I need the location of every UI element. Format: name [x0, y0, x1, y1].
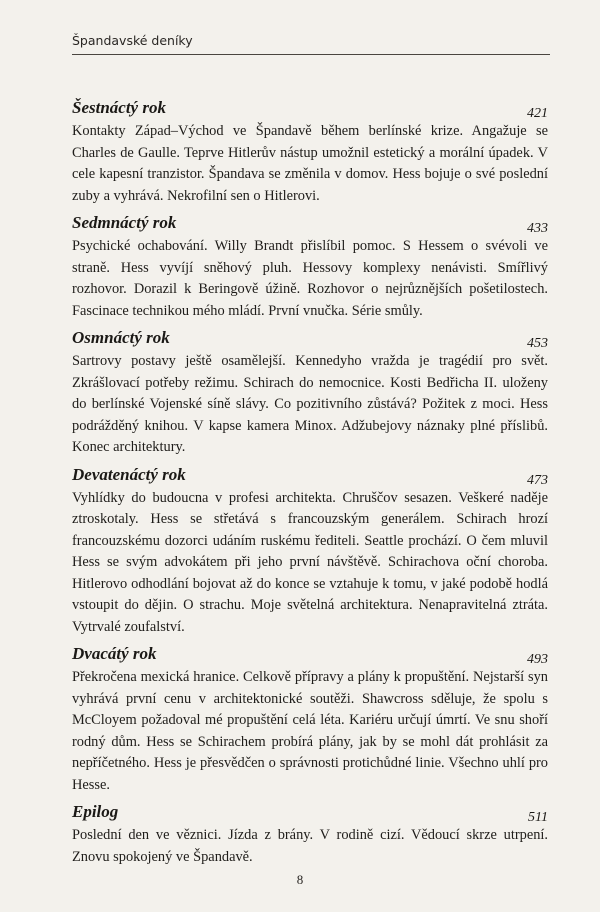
- chapter-title: Sedmnáctý rok: [72, 213, 177, 232]
- chapter-summary: Vyhlídky do budoucna v profesi architekta. Chruščov sesazen. Veškeré naděje ztroskotaly. Hess se střetává s francouzským generálem. Schirach hrozí francouzskému dozorci udáním ruskému řediteli. Seattle prochází. O čem mluvil Hess se svým advokátem při jeho první návštěvě. Schirachova oční choroba. Hitlerovo odhodlání bojovat až do konce se vztahuje k tomu, v jaké podobě hodlá vstoupit do dějin. O strachu. Moje světelná architektura. Nenapravitelná ztráta. Vytrvalé zoufalství.: [72, 489, 548, 635]
- chapter-page-number: 453: [527, 336, 548, 351]
- chapter-summary: Psychické ochabování. Willy Brandt přislíbil pomoc. S Hessem o svévoli ve straně. Hess vyvíjí sněhový pluh. Hessovy komplexy nenávisti. Smířlivý rozhovor. Dorazil k Beringově úžině. Rozhovor o nejrůznějších pošetilostech. Fascinace technikou mého mládí. První vnučka. Série smůly.: [72, 238, 548, 319]
- toc-entry: [72, 328, 548, 459]
- toc-entry: [72, 644, 548, 796]
- chapter-page-number: 433: [527, 221, 548, 236]
- chapter-title: Osmnáctý rok: [72, 328, 170, 347]
- toc-entry-header: [72, 644, 548, 667]
- chapter-page-number: 493: [527, 652, 548, 667]
- toc-entry-header: [72, 465, 548, 488]
- chapter-title: Epilog: [72, 802, 119, 821]
- chapter-title: Devatenáctý rok: [72, 464, 186, 484]
- chapter-summary: Překročena mexická hranice. Celkově přípravy a plány k propuštění. Nejstarší syn vyhrává první cenu v architektonické soutěži. Shawcross sděluje, že spolu s McCloyem požadoval mé propuštění celá léta. Kariéru určují úmrtí. Ve snu shoří rodný dům. Hess se Schirachem probírá plány, jak by se mohl dát prohlásit za nepříčetného. Hess je přesvědčen o správnosti protichůdné linie. Všechno uhlí pro Hesse.: [72, 669, 548, 793]
- chapter-page-number: 511: [528, 810, 548, 825]
- toc-entry: [72, 213, 548, 322]
- chapter-title: Dvacátý rok: [72, 644, 157, 663]
- chapter-summary: Sartrovy postavy ještě osamělejší. Kennedyho vražda je tragédií pro svět. Zkrášlovací potřeby režimu. Schirach do nemocnice. Kosti Bedřicha II. uloženy do berlínské Vojenské síně slávy. Co pozitivního zůstává? Požitek z moci. Hess podrážděný knihou. V kapse kamera Minox. Adžubejovy náznaky plné příslibů. Konec architektury.: [72, 353, 548, 455]
- chapter-title: Šestnáctý rok: [72, 98, 166, 117]
- toc-entry: [72, 802, 548, 868]
- chapter-summary: Kontakty Západ–Východ ve Špandavě během berlínské krize. Angažuje se Charles de Gaulle. Teprve Hitlerův nástup umožnil estetický a morální úpadek. V cele kapesní tranzistor. Špandava se změnila v domov. Hess bojuje o své poslední zuby a vyhrává. Nekrofilní sen o Hitlerovi.: [72, 123, 548, 204]
- running-head: Špandavské deníky: [72, 33, 193, 48]
- toc-entry-header: [72, 213, 548, 236]
- header-rule: [72, 54, 550, 55]
- toc-entry: [72, 98, 548, 207]
- table-of-contents: [72, 98, 548, 874]
- page-number: 8: [296, 872, 304, 887]
- chapter-page-number: 473: [527, 472, 548, 488]
- toc-entry-header: [72, 802, 548, 825]
- chapter-page-number: 421: [527, 106, 548, 121]
- chapter-summary: Poslední den ve věznici. Jízda z brány. V rodině cizí. Vědoucí skrze utrpení. Znovu spokojený ve Špandavě.: [72, 827, 548, 865]
- toc-entry-header: [72, 98, 548, 121]
- toc-entry: [72, 465, 548, 639]
- toc-entry-header: [72, 328, 548, 351]
